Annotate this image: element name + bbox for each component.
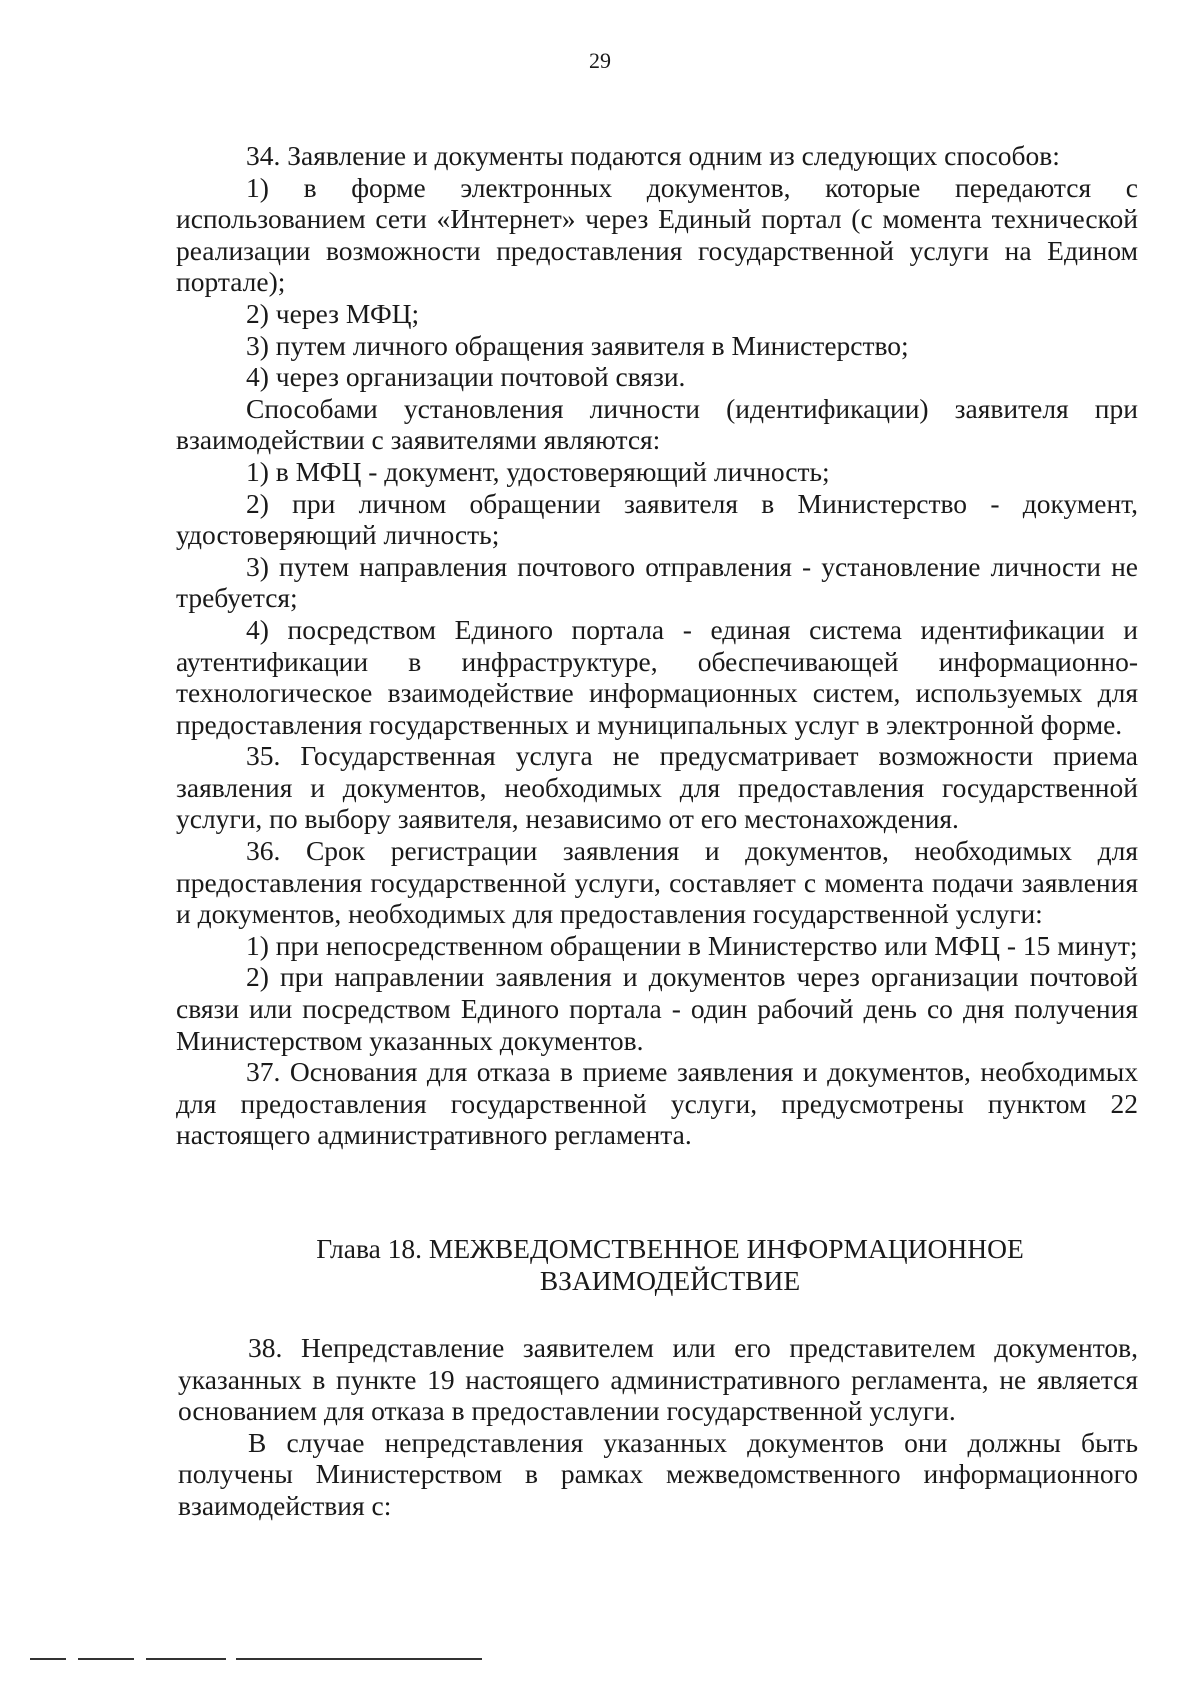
paragraph-34-item-2: 2) через МФЦ; bbox=[246, 297, 420, 329]
paragraph-identification-item-2: 2) при личном обращении заявителя в Министерство - документ, удостоверяющий личность; bbox=[176, 487, 1138, 551]
page-number: 29 bbox=[589, 48, 611, 73]
paragraph-identification-item-3: 3) путем направления почтового отправления - установление личности не требуется; bbox=[176, 550, 1138, 614]
paragraph-38: 38. Непредставление заявителем или его представителем документов, указанных в пункте 19 настоящего административного регламента, не является основанием для отказа в предоставлении государственной услуги. bbox=[178, 1332, 1138, 1427]
paragraph-37: 37. Основания для отказа в приеме заявления и документов, необходимых для предоставления государственной услуги, предусмотрены пунктом 22 настоящего административного регламента. bbox=[176, 1056, 1138, 1151]
paragraph-36-item-2: 2) при направлении заявления и документов через организации почтовой связи или посредством Единого портала - один рабочий день со дня получения Министерством указанных документов. bbox=[176, 961, 1138, 1056]
chapter-heading bbox=[300, 1233, 1040, 1297]
chapter-heading-line-2: ВЗАИМОДЕЙСТВИЕ bbox=[539, 1265, 801, 1296]
chapter-heading-line-1: Глава 18. МЕЖВЕДОМСТВЕННОЕ ИНФОРМАЦИОННОЕ bbox=[316, 1233, 1024, 1264]
paragraph-identification: Способами установления личности (идентификации) заявителя при взаимодействии с заявителями являются: bbox=[176, 392, 1138, 456]
paragraph-36-item-1: 1) при непосредственном обращении в Министерство или МФЦ - 15 минут; bbox=[246, 929, 1138, 961]
paragraph-identification-item-1: 1) в МФЦ - документ, удостоверяющий личность; bbox=[246, 455, 830, 487]
body-text-section-1 bbox=[176, 140, 1138, 1151]
paragraph-34-item-1: 1) в форме электронных документов, которые передаются с использованием сети «Интернет» через Единый портал (с момента технической реализации возможности предоставления государственной услуги на Едином портале); bbox=[176, 171, 1138, 298]
paragraph-35: 35. Государственная услуга не предусматривает возможности приема заявления и документов, необходимых для предоставления государственной услуги, по выбору заявителя, независимо от его местонахождения. bbox=[176, 740, 1138, 835]
paragraph-identification-item-4: 4) посредством Единого портала - единая система идентификации и аутентификации в инфраструктуре, обеспечивающей информационно-технологическое взаимодействие информационных систем, используемых для предоставления государственных и муниципальных услуг в электронной форме. bbox=[176, 613, 1138, 740]
paragraph-34-item-3: 3) путем личного обращения заявителя в Министерство; bbox=[246, 329, 909, 361]
paragraph-34-item-4: 4) через организации почтовой связи. bbox=[246, 361, 686, 393]
body-text-section-2 bbox=[178, 1332, 1138, 1522]
paragraph-38-continuation: В случае непредставления указанных документов они должны быть получены Министерством в рамках межведомственного информационного взаимодействия с: bbox=[178, 1426, 1138, 1521]
scan-artifact-lines bbox=[30, 1658, 490, 1662]
paragraph-34: 34. Заявление и документы подаются одним из следующих способов: bbox=[246, 140, 1060, 171]
paragraph-36: 36. Срок регистрации заявления и документов, необходимых для предоставления государственной услуги, составляет с момента подачи заявления и документов, необходимых для предоставления государственной услуги: bbox=[176, 835, 1138, 930]
